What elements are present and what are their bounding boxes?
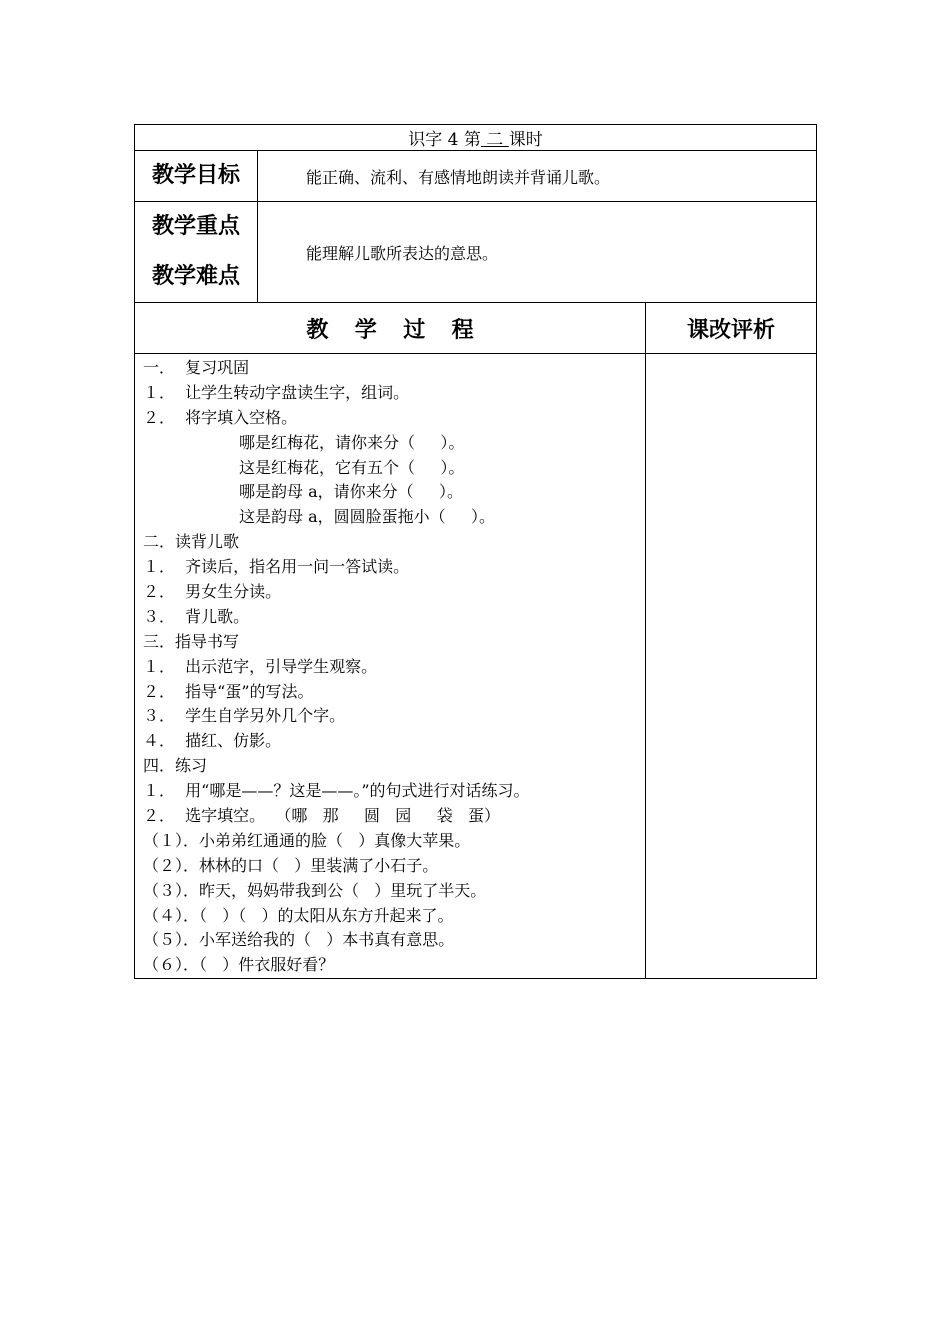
process-line: 四．练习 [143,756,208,776]
goals-label: 教学目标 [135,151,258,202]
remarks-heading: 课改评析 [646,303,817,354]
process-line: ２． 指导“蛋”的写法。 [143,681,314,701]
keypoints-row [135,202,817,303]
process-line: ４． 描红、仿影。 [143,731,282,751]
process-line: 这是韵母 a，圆圆脸蛋拖小（ ）。 [239,507,496,527]
keypoints-label [135,202,258,303]
title-row [135,125,817,151]
difficulty-label: 教学难点 [151,264,240,289]
process-line: （１）．小弟弟红通通的脸（ ）真像大苹果。 [143,830,471,850]
title-suffix: 课时 [508,130,543,150]
lesson-plan-document [134,124,816,979]
lesson-title [135,125,817,151]
process-line: １． 出示范字，引导学生观察。 [143,656,378,676]
process-line: ３． 背儿歌。 [143,606,250,626]
process-line: （２）．林林的口（ ）里装满了小石子。 [143,855,439,875]
process-line: 二．读背儿歌 [143,532,240,552]
key-label: 教学重点 [151,214,240,239]
process-line: （６）．（ ）件衣服好看？ [143,955,335,975]
remarks-content [646,354,817,979]
process-line: 一． 复习巩固 [143,358,250,377]
goals-text: 能正确、流利、有感情地朗读并背诵儿歌。 [258,151,817,202]
process-content [135,354,646,979]
process-line: ２． 男女生分读。 [143,582,282,602]
title-number: 二 [480,130,509,150]
process-line: １． 用“哪是——？这是——。”的句式进行对话练习。 [143,781,530,801]
process-line: 这是红梅花，它有五个（ ）。 [239,457,465,477]
process-line: 三．指导书写 [143,631,240,651]
process-header-row [135,303,817,354]
lesson-plan-table [134,124,817,979]
process-body-row [135,354,817,979]
keypoints-text: 能理解儿歌所表达的意思。 [258,202,817,303]
process-line: （４）．（ ）（ ）的太阳从东方升起来了。 [143,905,454,925]
process-line: ２． 将字填入空格。 [143,407,298,427]
goals-row [135,151,817,202]
process-line: ３． 学生自学另外几个字。 [143,706,346,726]
process-line: （５）．小军送给我的（ ）本书真有意思。 [143,930,455,950]
process-line: （３）．昨天，妈妈带我到公（ ）里玩了半天。 [143,880,487,900]
process-heading: 教学过程 [135,303,646,354]
process-line: ２． 选字填空。 （哪 那 圆 园 袋 蛋） [143,806,500,826]
title-prefix: 识字 4 第 [408,130,481,150]
process-line: １． 齐读后，指名用一问一答试读。 [143,557,410,577]
process-line: 哪是韵母 a，请你来分（ ）。 [239,482,464,502]
process-line: 哪是红梅花，请你来分（ ）。 [239,432,465,452]
process-line: １． 让学生转动字盘读生字，组词。 [143,382,410,402]
